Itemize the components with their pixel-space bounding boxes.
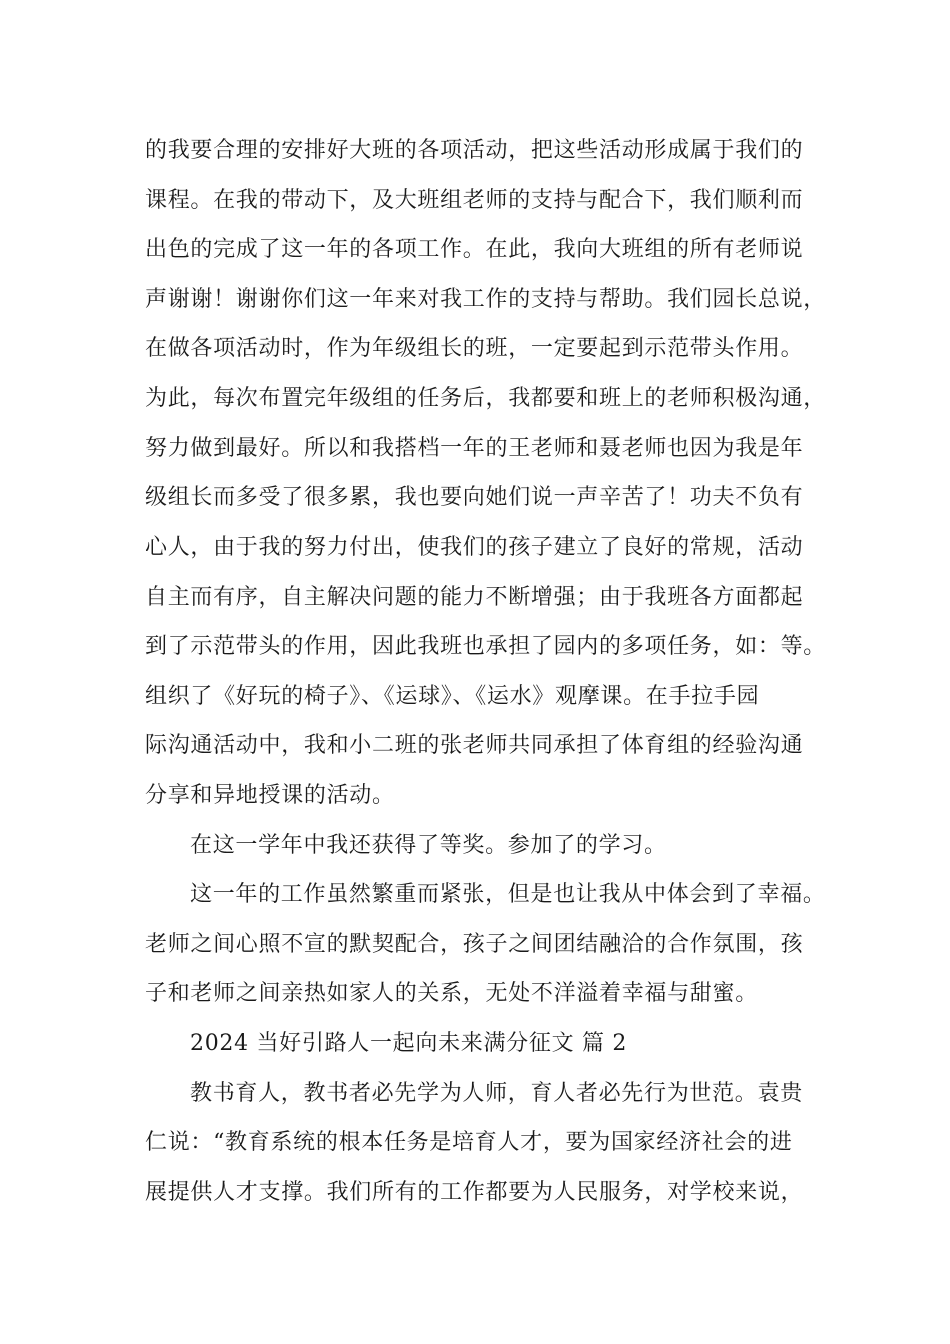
body-text-line: 仁说：“教育系统的根本任务是培育人才，要为国家经济社会的进 bbox=[145, 1130, 793, 1155]
paragraph-start-line: 教书育人，教书者必先学为人师，育人者必先行为世范。袁贵 bbox=[190, 1081, 803, 1106]
body-text-line: 自主而有序，自主解决问题的能力不断增强；由于我班各方面都起 bbox=[145, 585, 804, 610]
body-text-line: 在做各项活动时，作为年级组长的班，一定要起到示范带头作用。 bbox=[145, 336, 804, 361]
body-text-line: 子和老师之间亲热如家人的关系，无处不洋溢着幸福与甜蜜。 bbox=[145, 981, 758, 1006]
body-text-line: 展提供人才支撑。我们所有的工作都要为人民服务，对学校来说， bbox=[145, 1180, 804, 1205]
paragraph-start-line: 这一年的工作虽然繁重而紧张，但是也让我从中体会到了幸福。 bbox=[190, 882, 826, 907]
body-text-line: 心人，由于我的努力付出，使我们的孩子建立了良好的常规，活动 bbox=[145, 535, 804, 560]
body-text-line: 声谢谢！谢谢你们这一年来对我工作的支持与帮助。我们园长总说， bbox=[145, 287, 827, 312]
body-text-line: 为此，每次布置完年级组的任务后，我都要和班上的老师积极沟通， bbox=[145, 386, 827, 411]
body-text-line: 分享和异地授课的活动。 bbox=[145, 783, 395, 808]
body-text-line: 到了示范带头的作用，因此我班也承担了园内的多项任务，如：等。 bbox=[145, 634, 827, 659]
body-text-line: 课程。在我的带动下，及大班组老师的支持与配合下，我们顺利而 bbox=[145, 188, 804, 213]
body-text-line: 老师之间心照不宣的默契配合，孩子之间团结融洽的合作氛围，孩 bbox=[145, 932, 804, 957]
body-text-line: 的我要合理的安排好大班的各项活动，把这些活动形成属于我们的 bbox=[145, 138, 804, 163]
body-text-line: 组织了《好玩的椅子》、《运球》、《运水》观摩课。在手拉手园 bbox=[145, 684, 760, 709]
body-text-line: 级组长而多受了很多累，我也要向她们说一声辛苦了！功夫不负有 bbox=[145, 485, 804, 510]
paragraph-start-line: 在这一学年中我还获得了等奖。参加了的学习。 bbox=[190, 833, 667, 858]
body-text-line: 努力做到最好。所以和我搭档一年的王老师和聂老师也因为我是年 bbox=[145, 436, 804, 461]
body-text-line: 际沟通活动中，我和小二班的张老师共同承担了体育组的经验沟通 bbox=[145, 733, 804, 758]
section-heading: 2024 当好引路人一起向未来满分征文 篇 2 bbox=[190, 1031, 628, 1056]
body-text-line: 出色的完成了这一年的各项工作。在此，我向大班组的所有老师说 bbox=[145, 237, 804, 262]
